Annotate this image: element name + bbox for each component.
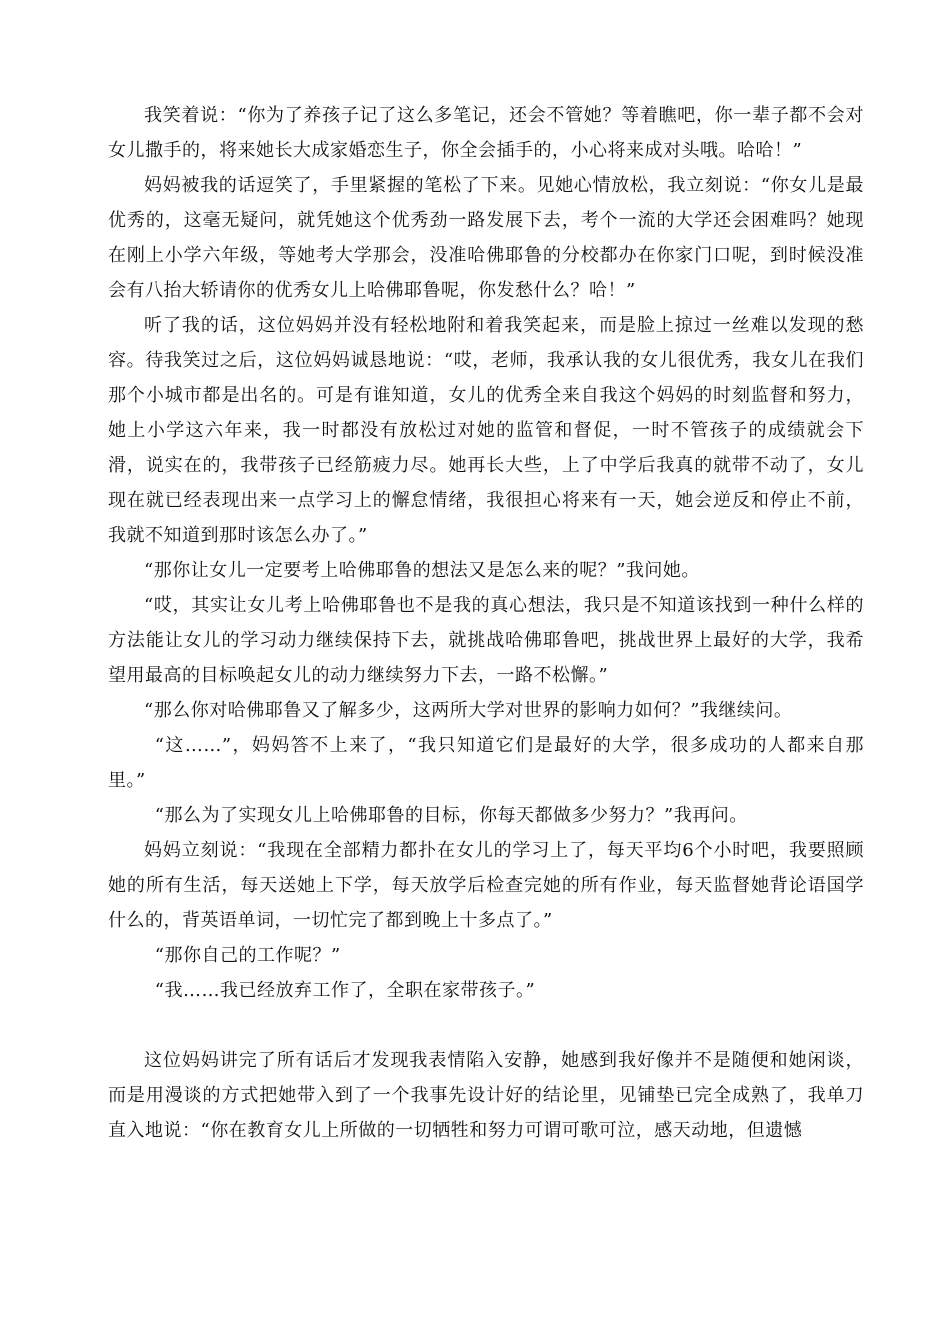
paragraph-12: 这位妈妈讲完了所有话后才发现我表情陷入安静，她感到我好像并不是随便和她闲谈，而是用漫谈的方式把她带入到了一个我事先设计好的结论里，见铺垫已完全成熟了，我单刀直入地说：“你在教育女儿上所做的一切牺牲和努力可谓可歌可泣，感天动地，但遗憾	[108, 1050, 864, 1141]
paragraph-11: “我……我已经放弃工作了，全职在家带孩子。”	[154, 980, 536, 1001]
paragraph-9: 妈妈立刻说：“我现在全部精力都扑在女儿的学习上了，每天平均6个小时吧，我要照顾她的所有生活，每天送她上下学，每天放学后检查完她的所有作业，每天监督她背论语国学什么的，背英语单词，一切忙完了都到晚上十多点了。”	[108, 840, 864, 931]
paragraph-spacer	[108, 1008, 864, 1043]
paragraph-10: “那你自己的工作呢？”	[154, 945, 341, 966]
paragraph-8: “那么为了实现女儿上哈佛耶鲁的目标，你每天都做多少努力？”我再问。	[154, 805, 748, 826]
paragraph-2: 妈妈被我的话逗笑了，手里紧握的笔松了下来。见她心情放松，我立刻说：“你女儿是最优秀的，这毫无疑问，就凭她这个优秀劲一路发展下去，考个一流的大学还会困难吗？她现在刚上小学六年级，等她考大学那会，没准哈佛耶鲁的分校都办在你家门口呢，到时候没准会有八抬大轿请你的优秀女儿上哈佛耶鲁呢，你发愁什么？哈！”	[108, 175, 864, 301]
paragraph-4: “那你让女儿一定要考上哈佛耶鲁的想法又是怎么来的呢？”我问她。	[144, 560, 700, 581]
paragraph-5: “哎，其实让女儿考上哈佛耶鲁也不是我的真心想法，我只是不知道该找到一种什么样的方法能让女儿的学习动力继续保持下去，就挑战哈佛耶鲁吧，挑战世界上最好的大学，我希望用最高的目标唤起女儿的动力继续努力下去，一路不松懈。”	[108, 595, 864, 686]
paragraph-3: 听了我的话，这位妈妈并没有轻松地附和着我笑起来，而是脸上掠过一丝难以发现的愁容。待我笑过之后，这位妈妈诚恳地说：“哎，老师，我承认我的女儿很优秀，我女儿在我们那个小城市都是出名的。可是有谁知道，女儿的优秀全来自我这个妈妈的时刻监督和努力，她上小学这六年来，我一时都没有放松过对她的监管和督促，一时不管孩子的成绩就会下滑，说实在的，我带孩子已经筋疲力尽。她再长大些，上了中学后我真的就带不动了，女儿现在就已经表现出来一点学习上的懈怠情绪，我很担心将来有一天，她会逆反和停止不前，我就不知道到那时该怎么办了。”	[108, 315, 864, 546]
document-body	[108, 98, 864, 1148]
paragraph-7: “这……”，妈妈答不上来了，“我只知道它们是最好的大学，很多成功的人都来自那里。”	[108, 735, 864, 791]
paragraph-6: “那么你对哈佛耶鲁又了解多少，这两所大学对世界的影响力如何？”我继续问。	[144, 700, 793, 721]
paragraph-1: 我笑着说：“你为了养孩子记了这么多笔记，还会不管她？等着瞧吧，你一辈子都不会对女儿撒手的，将来她长大成家婚恋生子，你全会插手的，小心将来成对头哦。哈哈！”	[108, 105, 864, 161]
